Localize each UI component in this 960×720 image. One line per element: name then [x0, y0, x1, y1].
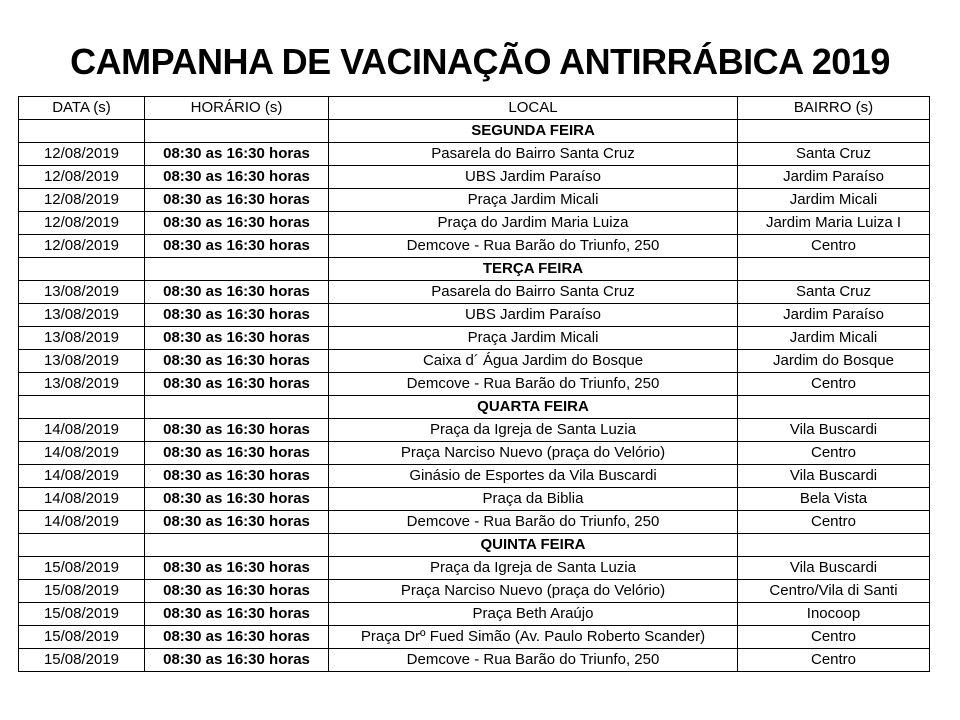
local-cell: Demcove - Rua Barão do Triunfo, 250 [329, 373, 738, 396]
header-date: DATA (s) [19, 97, 145, 120]
time-cell: 08:30 as 16:30 horas [145, 442, 329, 465]
time-cell: 08:30 as 16:30 horas [145, 189, 329, 212]
bairro-cell: Centro [738, 511, 930, 534]
table-row [19, 442, 930, 465]
date-cell: 14/08/2019 [19, 488, 145, 511]
empty-cell [145, 396, 329, 419]
time-cell: 08:30 as 16:30 horas [145, 373, 329, 396]
bairro-cell: Centro [738, 373, 930, 396]
date-cell: 15/08/2019 [19, 626, 145, 649]
table-row [19, 511, 930, 534]
local-cell: Praça Jardim Micali [329, 327, 738, 350]
local-cell: Demcove - Rua Barão do Triunfo, 250 [329, 235, 738, 258]
local-cell: Praça da Biblia [329, 488, 738, 511]
bairro-cell: Jardim Micali [738, 327, 930, 350]
bairro-cell: Jardim Maria Luiza I [738, 212, 930, 235]
date-cell: 15/08/2019 [19, 649, 145, 672]
bairro-cell: Centro [738, 235, 930, 258]
bairro-cell: Centro [738, 626, 930, 649]
table-row [19, 488, 930, 511]
local-cell: Praça Narciso Nuevo (praça do Velório) [329, 580, 738, 603]
time-cell: 08:30 as 16:30 horas [145, 350, 329, 373]
time-cell: 08:30 as 16:30 horas [145, 327, 329, 350]
date-cell: 12/08/2019 [19, 166, 145, 189]
bairro-cell: Bela Vista [738, 488, 930, 511]
table-row [19, 189, 930, 212]
empty-cell [738, 258, 930, 281]
page-title: CAMPANHA DE VACINAÇÃO ANTIRRÁBICA 2019 [70, 41, 890, 82]
local-cell: Praça Narciso Nuevo (praça do Velório) [329, 442, 738, 465]
local-cell: Praça da Igreja de Santa Luzia [329, 557, 738, 580]
date-cell: 14/08/2019 [19, 465, 145, 488]
table-row [19, 166, 930, 189]
time-cell: 08:30 as 16:30 horas [145, 488, 329, 511]
date-cell: 12/08/2019 [19, 212, 145, 235]
date-cell: 15/08/2019 [19, 603, 145, 626]
table-row [19, 603, 930, 626]
table-row [19, 419, 930, 442]
header-row [19, 97, 930, 120]
bairro-cell: Centro/Vila di Santi [738, 580, 930, 603]
bairro-cell: Vila Buscardi [738, 419, 930, 442]
table-row [19, 580, 930, 603]
date-cell: 13/08/2019 [19, 281, 145, 304]
date-cell: 12/08/2019 [19, 143, 145, 166]
date-cell: 14/08/2019 [19, 442, 145, 465]
day-label: QUARTA FEIRA [329, 396, 738, 419]
table-row [19, 143, 930, 166]
time-cell: 08:30 as 16:30 horas [145, 465, 329, 488]
date-cell: 13/08/2019 [19, 327, 145, 350]
table-row [19, 626, 930, 649]
day-row [19, 258, 930, 281]
bairro-cell: Jardim Micali [738, 189, 930, 212]
schedule-table [18, 96, 930, 672]
table-row [19, 350, 930, 373]
local-cell: Demcove - Rua Barão do Triunfo, 250 [329, 511, 738, 534]
table-row [19, 557, 930, 580]
local-cell: UBS Jardim Paraíso [329, 304, 738, 327]
time-cell: 08:30 as 16:30 horas [145, 649, 329, 672]
day-row [19, 120, 930, 143]
local-cell: Praça Jardim Micali [329, 189, 738, 212]
empty-cell [19, 534, 145, 557]
table-row [19, 212, 930, 235]
local-cell: Caixa d´ Água Jardim do Bosque [329, 350, 738, 373]
table-row [19, 465, 930, 488]
day-label: QUINTA FEIRA [329, 534, 738, 557]
time-cell: 08:30 as 16:30 horas [145, 603, 329, 626]
time-cell: 08:30 as 16:30 horas [145, 626, 329, 649]
date-cell: 14/08/2019 [19, 419, 145, 442]
table-row [19, 373, 930, 396]
local-cell: Pasarela do Bairro Santa Cruz [329, 281, 738, 304]
time-cell: 08:30 as 16:30 horas [145, 235, 329, 258]
date-cell: 13/08/2019 [19, 350, 145, 373]
day-label: SEGUNDA FEIRA [329, 120, 738, 143]
table-row [19, 649, 930, 672]
bairro-cell: Santa Cruz [738, 143, 930, 166]
empty-cell [738, 120, 930, 143]
header-time: HORÁRIO (s) [145, 97, 329, 120]
local-cell: Praça do Jardim Maria Luiza [329, 212, 738, 235]
date-cell: 13/08/2019 [19, 373, 145, 396]
table-row [19, 281, 930, 304]
time-cell: 08:30 as 16:30 horas [145, 212, 329, 235]
empty-cell [19, 396, 145, 419]
local-cell: Praça Beth Araújo [329, 603, 738, 626]
time-cell: 08:30 as 16:30 horas [145, 557, 329, 580]
local-cell: Praça Drº Fued Simão (Av. Paulo Roberto Scander) [329, 626, 738, 649]
header-local: LOCAL [329, 97, 738, 120]
local-cell: Ginásio de Esportes da Vila Buscardi [329, 465, 738, 488]
bairro-cell: Centro [738, 442, 930, 465]
day-row [19, 396, 930, 419]
bairro-cell: Jardim Paraíso [738, 304, 930, 327]
day-row [19, 534, 930, 557]
time-cell: 08:30 as 16:30 horas [145, 304, 329, 327]
bairro-cell: Vila Buscardi [738, 557, 930, 580]
bairro-cell: Jardim Paraíso [738, 166, 930, 189]
local-cell: Demcove - Rua Barão do Triunfo, 250 [329, 649, 738, 672]
local-cell: UBS Jardim Paraíso [329, 166, 738, 189]
time-cell: 08:30 as 16:30 horas [145, 143, 329, 166]
table-row [19, 327, 930, 350]
bairro-cell: Vila Buscardi [738, 465, 930, 488]
time-cell: 08:30 as 16:30 horas [145, 511, 329, 534]
bairro-cell: Santa Cruz [738, 281, 930, 304]
time-cell: 08:30 as 16:30 horas [145, 166, 329, 189]
empty-cell [738, 534, 930, 557]
bairro-cell: Jardim do Bosque [738, 350, 930, 373]
local-cell: Praça da Igreja de Santa Luzia [329, 419, 738, 442]
empty-cell [145, 258, 329, 281]
empty-cell [145, 534, 329, 557]
bairro-cell: Inocoop [738, 603, 930, 626]
table-row [19, 235, 930, 258]
table-row [19, 304, 930, 327]
local-cell: Pasarela do Bairro Santa Cruz [329, 143, 738, 166]
date-cell: 12/08/2019 [19, 235, 145, 258]
bairro-cell: Centro [738, 649, 930, 672]
time-cell: 08:30 as 16:30 horas [145, 281, 329, 304]
schedule-body [19, 120, 930, 672]
empty-cell [145, 120, 329, 143]
time-cell: 08:30 as 16:30 horas [145, 580, 329, 603]
date-cell: 15/08/2019 [19, 557, 145, 580]
time-cell: 08:30 as 16:30 horas [145, 419, 329, 442]
empty-cell [19, 258, 145, 281]
empty-cell [19, 120, 145, 143]
header-bairro: BAIRRO (s) [738, 97, 930, 120]
date-cell: 14/08/2019 [19, 511, 145, 534]
date-cell: 13/08/2019 [19, 304, 145, 327]
date-cell: 12/08/2019 [19, 189, 145, 212]
empty-cell [738, 396, 930, 419]
date-cell: 15/08/2019 [19, 580, 145, 603]
day-label: TERÇA FEIRA [329, 258, 738, 281]
